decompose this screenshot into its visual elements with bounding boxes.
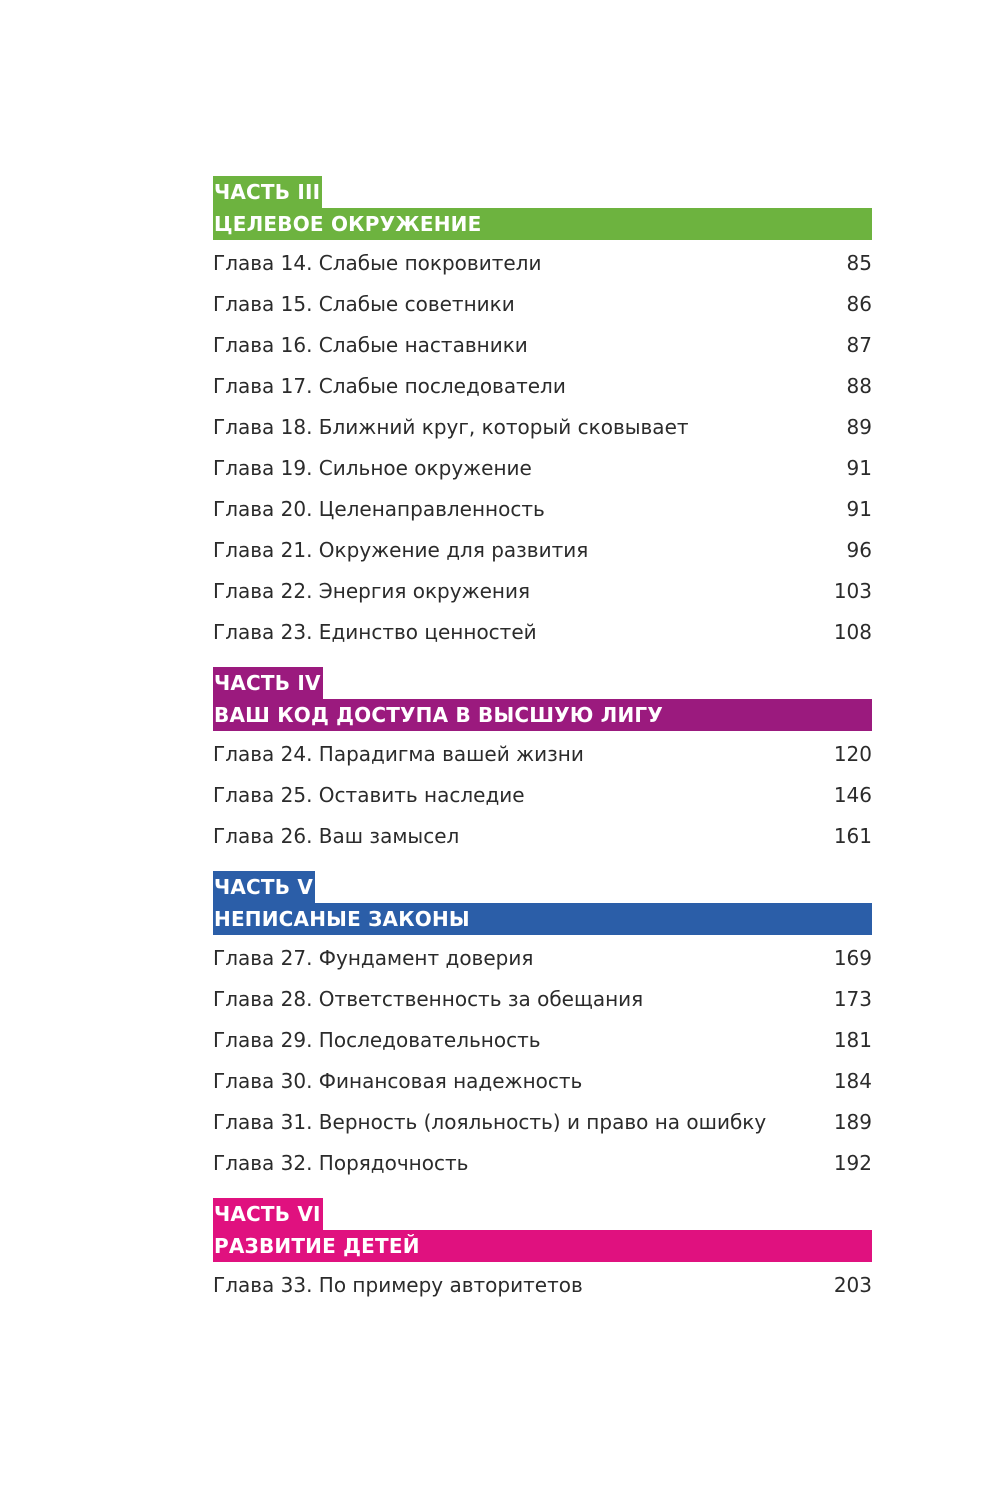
chapter-entry bbox=[213, 324, 872, 365]
chapter-entry bbox=[213, 815, 872, 856]
chapter-title: Глава 14. Слабые покровители bbox=[213, 250, 542, 275]
chapter-page-number: 181 bbox=[833, 1027, 872, 1052]
chapter-title: Глава 19. Сильное окружение bbox=[213, 455, 532, 480]
chapter-title: Глава 30. Финансовая надежность bbox=[213, 1068, 583, 1093]
chapter-entry bbox=[213, 937, 872, 978]
part-label: ЧАСТЬ V bbox=[213, 871, 315, 903]
chapter-title: Глава 28. Ответственность за обещания bbox=[213, 986, 644, 1011]
part-section bbox=[213, 1198, 872, 1305]
part-title: РАЗВИТИЕ ДЕТЕЙ bbox=[213, 1230, 872, 1262]
chapter-title: Глава 31. Верность (лояльность) и право на ошибку bbox=[213, 1109, 767, 1134]
chapter-entry bbox=[213, 447, 872, 488]
chapter-list bbox=[213, 1264, 872, 1305]
table-of-contents bbox=[213, 176, 872, 1305]
chapter-entry bbox=[213, 1019, 872, 1060]
chapter-list bbox=[213, 242, 872, 652]
chapter-page-number: 203 bbox=[833, 1272, 872, 1297]
chapter-title: Глава 26. Ваш замысел bbox=[213, 823, 460, 848]
chapter-entry bbox=[213, 611, 872, 652]
part-label: ЧАСТЬ IV bbox=[213, 667, 323, 699]
chapter-page-number: 184 bbox=[833, 1068, 872, 1093]
chapter-title: Глава 24. Парадигма вашей жизни bbox=[213, 741, 584, 766]
chapter-page-number: 146 bbox=[833, 782, 872, 807]
chapter-entry bbox=[213, 570, 872, 611]
chapter-page-number: 103 bbox=[833, 578, 872, 603]
chapter-entry bbox=[213, 978, 872, 1019]
chapter-page-number: 192 bbox=[833, 1150, 872, 1175]
chapter-entry bbox=[213, 1264, 872, 1305]
chapter-page-number: 96 bbox=[846, 537, 872, 562]
chapter-page-number: 85 bbox=[846, 250, 872, 275]
part-section bbox=[213, 871, 872, 1183]
chapter-page-number: 91 bbox=[846, 455, 872, 480]
chapter-page-number: 88 bbox=[846, 373, 872, 398]
chapter-title: Глава 15. Слабые советники bbox=[213, 291, 515, 316]
part-title: ЦЕЛЕВОЕ ОКРУЖЕНИЕ bbox=[213, 208, 872, 240]
chapter-list bbox=[213, 733, 872, 856]
chapter-title: Глава 25. Оставить наследие bbox=[213, 782, 525, 807]
part-title: ВАШ КОД ДОСТУПА В ВЫСШУЮ ЛИГУ bbox=[213, 699, 872, 731]
chapter-entry bbox=[213, 488, 872, 529]
chapter-entry bbox=[213, 529, 872, 570]
part-section bbox=[213, 667, 872, 856]
chapter-title: Глава 29. Последовательность bbox=[213, 1027, 541, 1052]
chapter-entry bbox=[213, 283, 872, 324]
chapter-page-number: 91 bbox=[846, 496, 872, 521]
chapter-title: Глава 16. Слабые наставники bbox=[213, 332, 528, 357]
chapter-entry bbox=[213, 733, 872, 774]
chapter-page-number: 87 bbox=[846, 332, 872, 357]
chapter-title: Глава 23. Единство ценностей bbox=[213, 619, 537, 644]
chapter-page-number: 120 bbox=[833, 741, 872, 766]
chapter-page-number: 86 bbox=[846, 291, 872, 316]
part-label: ЧАСТЬ VI bbox=[213, 1198, 323, 1230]
chapter-page-number: 189 bbox=[833, 1109, 872, 1134]
chapter-title: Глава 27. Фундамент доверия bbox=[213, 945, 534, 970]
chapter-title: Глава 21. Окружение для развития bbox=[213, 537, 589, 562]
chapter-entry bbox=[213, 1101, 872, 1142]
chapter-title: Глава 18. Ближний круг, который сковывает bbox=[213, 414, 689, 439]
chapter-title: Глава 32. Порядочность bbox=[213, 1150, 469, 1175]
chapter-entry bbox=[213, 774, 872, 815]
chapter-title: Глава 33. По примеру авторитетов bbox=[213, 1272, 583, 1297]
part-label: ЧАСТЬ III bbox=[213, 176, 322, 208]
chapter-entry bbox=[213, 242, 872, 283]
part-section bbox=[213, 176, 872, 652]
chapter-title: Глава 17. Слабые последователи bbox=[213, 373, 566, 398]
chapter-entry bbox=[213, 1142, 872, 1183]
chapter-page-number: 161 bbox=[833, 823, 872, 848]
chapter-page-number: 108 bbox=[833, 619, 872, 644]
chapter-title: Глава 22. Энергия окружения bbox=[213, 578, 531, 603]
chapter-page-number: 169 bbox=[833, 945, 872, 970]
part-title: НЕПИСАНЫЕ ЗАКОНЫ bbox=[213, 903, 872, 935]
chapter-page-number: 89 bbox=[846, 414, 872, 439]
chapter-list bbox=[213, 937, 872, 1183]
chapter-title: Глава 20. Целенаправленность bbox=[213, 496, 545, 521]
chapter-page-number: 173 bbox=[833, 986, 872, 1011]
chapter-entry bbox=[213, 406, 872, 447]
chapter-entry bbox=[213, 365, 872, 406]
chapter-entry bbox=[213, 1060, 872, 1101]
